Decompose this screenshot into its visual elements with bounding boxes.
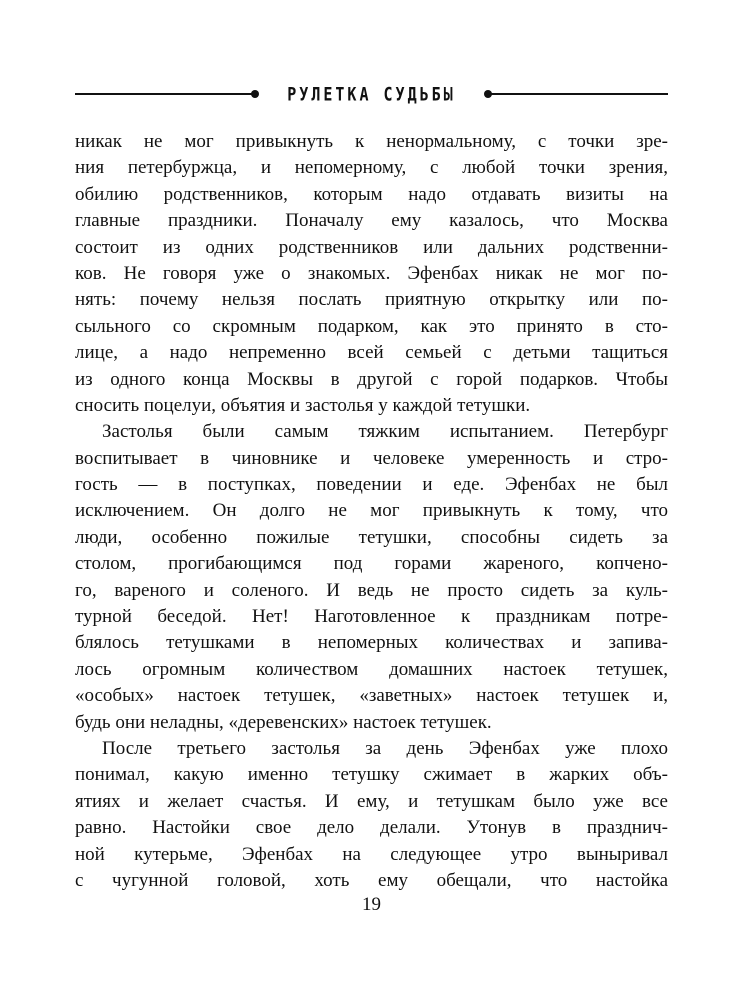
text-line: равно. Настойки свое дело делали. Утонув в празднич-	[75, 817, 668, 839]
text-line: воспитывает в чиновнике и человеке умеренность и стро-	[75, 447, 668, 469]
text-line: ятиях и желает счастья. И ему, и тетушкам было уже все	[75, 790, 668, 812]
text-line: с чугунной головой, хоть ему обещали, что настойка	[75, 869, 668, 891]
text-line: состоит из одних родственников или дальних родственни-	[75, 236, 668, 258]
text-line: гость — в поступках, поведении и еде. Эфенбах не был	[75, 474, 668, 496]
text-line: нять: почему нельзя послать приятную открытку или по-	[75, 289, 668, 311]
text-line: блялось тетушками в непомерных количествах и запива-	[75, 632, 668, 654]
text-line: сносить поцелуи, объятия и застолья у каждой тетушки.	[75, 394, 531, 416]
text-line: Застолья были самым тяжким испытанием. Петербург	[102, 421, 668, 443]
text-line: ков. Не говоря уже о знакомых. Эфенбах никак не мог по-	[75, 262, 668, 284]
text-line: турной беседой. Нет! Наготовленное к праздникам потре-	[75, 606, 668, 628]
text-line: будь они неладны, «деревенских» настоек тетушек.	[75, 711, 492, 733]
text-line: сыльного со скромным подарком, как это принято в сто-	[75, 315, 668, 337]
text-line: понимал, какую именно тетушку сжимает в жарких объ-	[75, 764, 668, 786]
text-line: го, вареного и соленого. И ведь не просто сидеть за куль-	[75, 579, 668, 601]
left-ornament-rule	[75, 93, 257, 95]
text-line: люди, особенно пожилые тетушки, способны сидеть за	[75, 526, 668, 548]
text-line: столом, прогибающимся под горами жареного, копчено-	[75, 553, 668, 575]
right-ornament-dot	[484, 90, 492, 98]
text-line: ной кутерьме, Эфенбах на следующее утро выныривал	[75, 843, 668, 865]
text-line: исключением. Он долго не мог привыкнуть к тому, что	[75, 500, 668, 522]
text-line: из одного конца Москвы в другой с горой подарков. Чтобы	[75, 368, 668, 390]
text-line: После третьего застолья за день Эфенбах уже плохо	[102, 737, 668, 759]
text-line: обилию родственников, которым надо отдавать визиты на	[75, 183, 668, 205]
text-line: никак не мог привыкнуть к ненормальному, с точки зре-	[75, 131, 668, 152]
body-text	[75, 129, 668, 894]
text-line: лось огромным количеством домашних настоек тетушек,	[75, 658, 668, 680]
page-number: 19	[362, 894, 381, 915]
right-ornament-rule	[486, 93, 668, 95]
running-head-title: РУЛЕТКА СУДЬБЫ	[287, 82, 456, 106]
running-head	[75, 82, 668, 106]
text-line: лице, а надо непременно всей семьей с детьми тащиться	[75, 342, 668, 364]
text-line: ния петербуржца, и непомерному, с любой точки зрения,	[75, 157, 668, 179]
text-line: главные праздники. Поначалу ему казалось, что Москва	[75, 210, 668, 232]
text-line: «особых» настоек тетушек, «заветных» настоек тетушек и,	[75, 685, 668, 707]
